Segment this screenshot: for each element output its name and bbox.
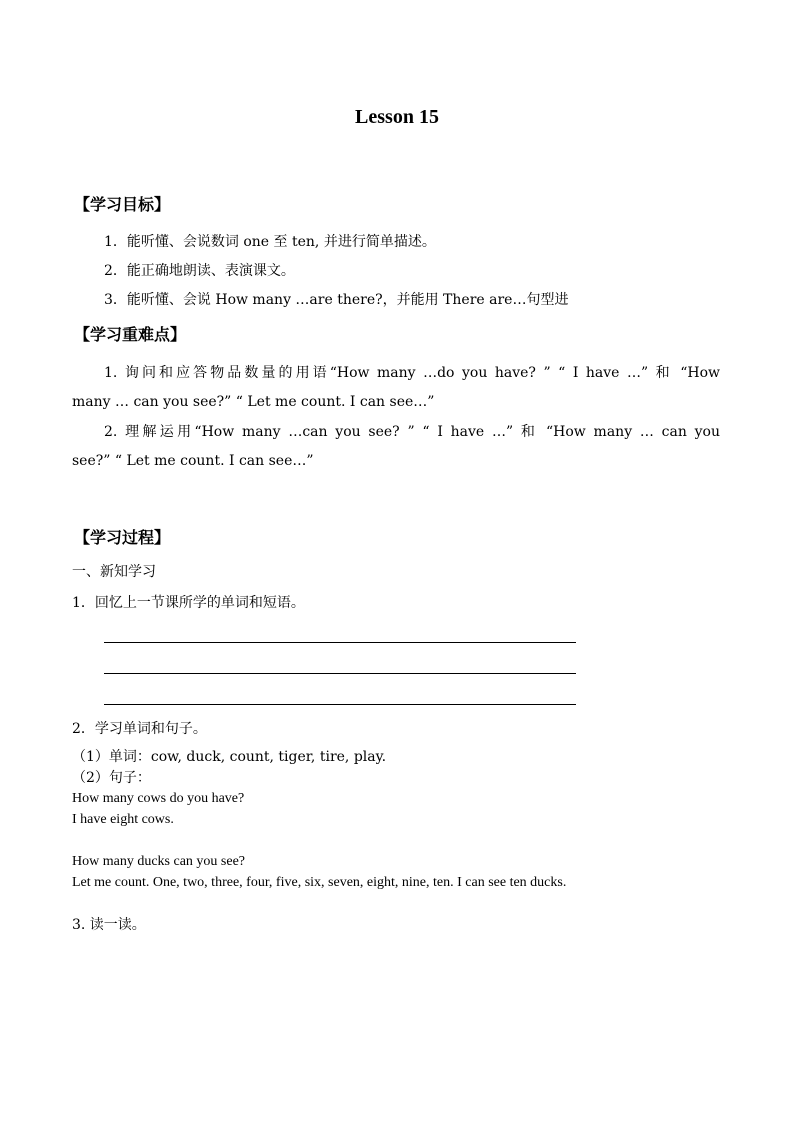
sentence-line-3: How many ducks can you see?	[72, 854, 246, 869]
page-title: Lesson 15	[355, 106, 439, 128]
answer-line-2[interactable]	[104, 673, 576, 674]
step-2: 2．学习单词和句子。	[72, 721, 207, 737]
answer-line-1[interactable]	[104, 642, 576, 643]
key-points-heading: 【学习重难点】	[74, 325, 187, 344]
objective-item-2: 2．能正确地朗读、表演课文。	[104, 263, 295, 279]
sentence-line-1: How many cows do you have?	[72, 791, 245, 806]
step-3: 3. 读一读。	[72, 917, 146, 933]
sentences-label: （2）句子：	[72, 770, 151, 786]
key-point-1-line-2: many … can you see?” “ Let me count. I can see…”	[72, 394, 435, 410]
answer-line-3[interactable]	[104, 704, 576, 705]
sentence-line-2: I have eight cows.	[72, 812, 174, 827]
section-new-knowledge: 一、新知学习	[72, 564, 156, 580]
key-point-2-line-2: see?” “ Let me count. I can see…”	[72, 453, 314, 469]
key-point-1-line-1: 1. 询问和应答物品数量的用语“How many …do you have? ” “ I have …” 和 “How	[104, 365, 720, 381]
step-1: 1．回忆上一节课所学的单词和短语。	[72, 595, 305, 611]
process-heading: 【学习过程】	[74, 528, 171, 547]
key-point-2-line-1: 2. 理解运用“How many …can you see? ” “ I have …” 和 “How many … can you	[104, 424, 720, 440]
objective-item-3: 3．能听懂、会说 How many …are there?，并能用 There are…句型进	[104, 292, 569, 308]
objective-item-1: 1．能听懂、会说数词 one 至 ten, 并进行简单描述。	[104, 234, 436, 250]
objectives-heading: 【学习目标】	[74, 195, 171, 214]
words-line: （1）单词：cow, duck, count, tiger, tire, play.	[72, 749, 387, 765]
sentence-line-4: Let me count. One, two, three, four, five, six, seven, eight, nine, ten. I can see ten ducks.	[72, 875, 567, 890]
